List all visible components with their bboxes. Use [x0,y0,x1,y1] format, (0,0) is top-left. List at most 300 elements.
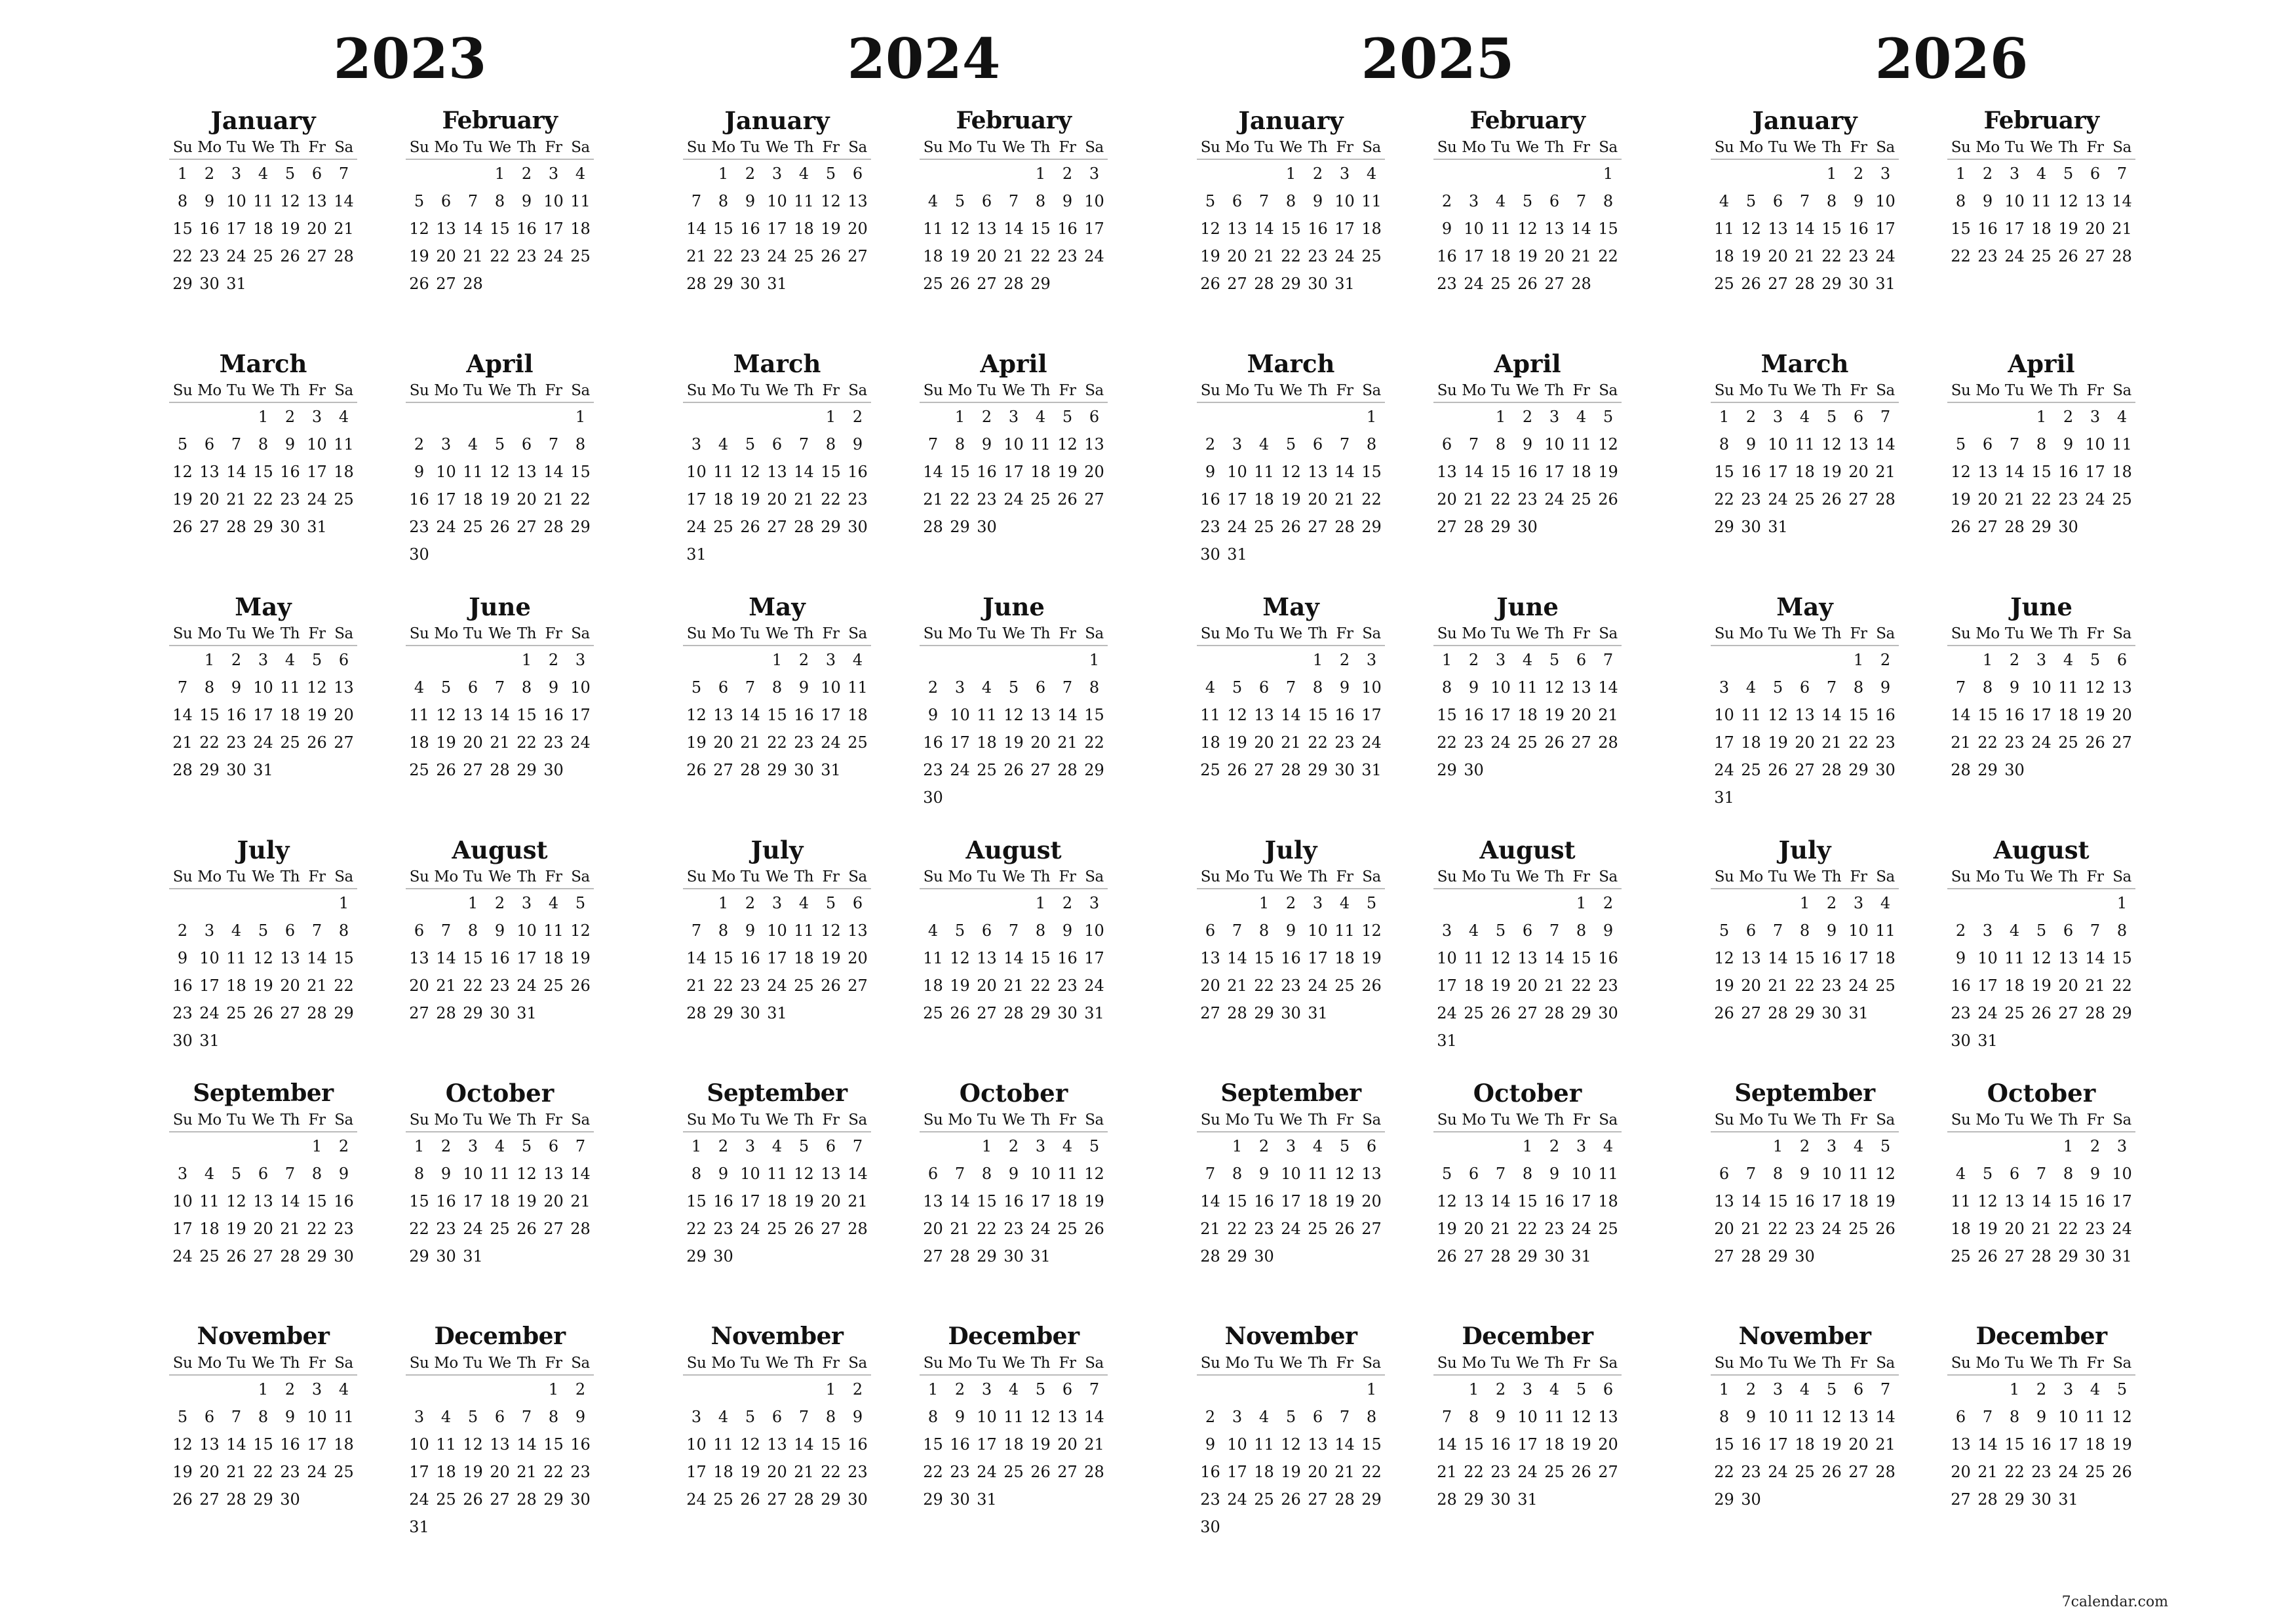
day-cell: 21 [1875,463,1896,481]
day-cell: 26 [2112,1463,2132,1481]
day-cell: 8 [1468,1408,1479,1426]
weekday-label: Tu [1490,1112,1511,1129]
day-cell: 4 [1880,894,1891,912]
day-cell: 6 [1603,1380,1614,1399]
day-cell: 10 [570,678,591,697]
week-row [1433,270,1622,298]
day-cell: 23 [1821,976,1842,995]
day-cell: 18 [794,949,814,967]
weekday-label: Su [1200,382,1220,399]
day-cell: 21 [847,1192,868,1210]
day-cell: 14 [1875,435,1896,454]
day-cell: 24 [543,247,564,265]
day-cell: 29 [1464,1490,1484,1509]
day-cell: 17 [767,949,787,967]
weekday-label: Mo [197,382,222,399]
day-cell: 28 [1084,1463,1104,1481]
day-cell: 30 [1598,1004,1618,1022]
day-cell: 10 [1571,1165,1591,1183]
week-row [1947,944,2135,972]
day-cell: 20 [253,1220,273,1238]
weekday-label: Su [409,625,429,642]
weekday-label: Fr [1572,1355,1590,1372]
month-december [1947,1321,2135,1513]
day-cell: 19 [253,976,273,995]
day-cell: 27 [2058,1004,2078,1022]
day-cell: 21 [1741,1220,1761,1238]
day-cell: 6 [1745,921,1757,940]
weekday-label: Su [409,1112,429,1129]
day-cell: 20 [1848,463,1869,481]
week-row [1433,431,1622,458]
day-cell: 24 [1544,490,1565,509]
day-cell: 18 [1200,733,1220,752]
day-cell: 29 [1714,518,1734,536]
day-cell: 8 [494,192,505,210]
day-cell: 11 [923,220,943,238]
day-cell: 13 [516,463,537,481]
day-cell: 18 [280,706,300,724]
day-cell: 28 [1464,518,1484,536]
week-row [1711,1160,1899,1188]
day-cell: 19 [307,706,327,724]
day-cell: 19 [409,247,429,265]
weekday-label: Th [1308,625,1328,642]
month-june [1433,591,1622,784]
day-cell: 11 [794,921,814,940]
day-cell: 1 [927,1380,939,1399]
week-row [683,999,871,1027]
day-cell: 8 [204,678,215,697]
day-cell: 4 [927,921,939,940]
day-cell: 15 [1951,220,1971,238]
day-cell: 15 [767,706,787,724]
day-cell: 27 [977,1004,997,1022]
day-cell: 17 [2058,1435,2078,1454]
day-cell: 12 [1714,949,1734,967]
weekday-label: Sa [571,139,590,156]
day-cell: 9 [1982,192,1993,210]
day-cell: 11 [1598,1165,1618,1183]
day-cell: 23 [1848,247,1869,265]
day-cell: 14 [1200,1192,1220,1210]
month-name: November [710,1323,844,1350]
day-cell: 4 [927,192,939,210]
day-cell: 15 [1084,706,1104,724]
week-row [406,972,594,999]
day-cell: 3 [1232,435,1243,454]
day-cell: 30 [740,1004,760,1022]
day-cell: 25 [409,761,429,779]
month-name: December [1462,1323,1593,1350]
day-cell: 12 [1361,921,1382,940]
day-cell: 19 [821,220,841,238]
weekday-label: Tu [2004,868,2025,885]
weekday-label: Th [280,1355,300,1372]
week-row [406,1215,594,1243]
day-cell: 3 [440,435,452,454]
day-cell: 14 [1795,220,1815,238]
day-cell: 8 [2063,1165,2074,1183]
day-cell: 12 [1598,435,1618,454]
day-cell: 9 [1312,192,1323,210]
week-row [169,1160,357,1188]
day-cell: 15 [253,463,273,481]
month-june [1947,591,2135,784]
day-cell: 23 [1281,976,1301,995]
day-cell: 5 [1745,192,1757,210]
day-cell: 3 [954,678,965,697]
day-cell: 22 [1821,247,1842,265]
day-cell: 26 [280,247,300,265]
week-row [683,187,871,215]
day-cell: 1 [338,894,349,912]
day-cell: 13 [767,1435,787,1454]
day-cell: 23 [490,976,510,995]
day-cell: 26 [1227,761,1247,779]
day-cell: 23 [1598,976,1618,995]
day-cell: 26 [1200,275,1220,293]
month-may [683,591,871,784]
day-cell: 29 [1254,1004,1274,1022]
day-cell: 23 [280,1463,300,1481]
weekday-label: Mo [711,868,735,885]
day-cell: 14 [2112,192,2132,210]
day-cell: 24 [1490,733,1511,752]
day-cell: 30 [923,788,943,807]
month-august [1433,834,1622,1054]
day-cell: 24 [1977,1004,1998,1022]
day-cell: 2 [1549,1137,1560,1155]
day-cell: 6 [1522,921,1533,940]
day-cell: 1 [981,1137,992,1155]
week-row [1433,1027,1622,1054]
day-cell: 19 [1361,949,1382,967]
day-cell: 22 [253,490,273,509]
day-cell: 17 [1821,1192,1842,1210]
day-cell: 24 [2031,733,2052,752]
day-cell: 6 [204,435,215,454]
day-cell: 1 [718,894,729,912]
day-cell: 4 [204,1165,215,1183]
day-cell: 19 [1437,1220,1457,1238]
day-cell: 5 [494,435,505,454]
day-cell: 2 [177,921,188,940]
weekday-header [683,866,871,889]
weekday-header [406,623,594,646]
day-cell: 25 [1517,733,1538,752]
day-cell: 15 [516,706,537,724]
weekday-label: Mo [197,868,222,885]
day-cell: 6 [1549,192,1560,210]
weekday-label: Fr [545,1355,562,1372]
day-cell: 4 [771,1137,783,1155]
day-cell: 3 [1880,164,1891,183]
day-cell: 22 [1361,1463,1382,1481]
day-cell: 5 [1366,894,1377,912]
week-row [920,1376,1108,1403]
week-row [169,1215,357,1243]
day-cell: 16 [1951,976,1971,995]
day-cell: 16 [1200,1463,1220,1481]
day-cell: 24 [1227,1490,1247,1509]
weekday-header [683,136,871,160]
weekday-label: Mo [1739,1355,1763,1372]
day-cell: 1 [1468,1380,1479,1399]
day-cell: 30 [847,518,868,536]
month-april [406,348,594,568]
day-cell: 17 [1334,220,1355,238]
day-cell: 26 [1517,275,1538,293]
weekday-label: Th [1821,1355,1842,1372]
week-row [169,1027,357,1054]
day-cell: 31 [1517,1490,1538,1509]
day-cell: 19 [1057,463,1078,481]
day-cell: 23 [172,1004,193,1022]
day-cell: 7 [1799,192,1810,210]
weekday-label: Fr [545,1112,562,1129]
week-row [1711,1403,1899,1431]
day-cell: 15 [1821,220,1842,238]
day-cell: 9 [284,1408,296,1426]
week-row [683,889,871,917]
day-cell: 20 [977,247,997,265]
day-cell: 13 [543,1165,564,1183]
weekday-label: Su [172,868,193,885]
weekday-label: Fr [1572,139,1590,156]
day-cell: 12 [686,706,707,724]
day-cell: 4 [284,651,296,669]
day-cell: 11 [226,949,246,967]
week-row [406,889,594,917]
day-cell: 7 [1880,1380,1891,1399]
week-row [406,160,594,187]
day-cell: 23 [1254,1220,1274,1238]
weekday-label: We [488,625,511,642]
day-cell: 12 [1490,949,1511,967]
day-cell: 20 [2004,1220,2025,1238]
day-cell: 15 [2004,1435,2025,1454]
day-cell: 29 [1795,1004,1815,1022]
day-cell: 10 [463,1165,483,1183]
day-cell: 6 [1955,1408,1966,1426]
day-cell: 26 [570,976,591,995]
day-cell: 19 [1490,976,1511,995]
weekday-label: Sa [1876,139,1895,156]
day-cell: 6 [1205,921,1216,940]
week-row [169,889,357,917]
day-cell: 18 [2112,463,2132,481]
month-december [920,1321,1108,1513]
day-cell: 12 [1200,220,1220,238]
day-cell: 8 [1441,678,1452,697]
day-cell: 12 [1057,435,1078,454]
day-cell: 27 [1741,1004,1761,1022]
weekday-label: We [1516,139,1539,156]
day-cell: 18 [1795,463,1815,481]
day-cell: 14 [1057,706,1078,724]
day-cell: 15 [2112,949,2132,967]
day-cell: 25 [1795,490,1815,509]
weekday-label: Fr [1850,382,1867,399]
day-cell: 4 [718,1408,729,1426]
day-cell: 22 [516,733,537,752]
day-cell: 23 [1308,247,1328,265]
weekday-label: Th [1821,382,1842,399]
weekday-label: We [1279,139,1302,156]
weekday-label: Th [1030,1112,1051,1129]
day-cell: 10 [307,435,327,454]
day-cell: 3 [177,1165,188,1183]
day-cell: 7 [1982,1408,1993,1426]
day-cell: 1 [1495,408,1506,426]
day-cell: 9 [1745,435,1757,454]
weekday-label: Fr [822,625,840,642]
month-name: February [442,107,558,134]
day-cell: 22 [1768,1220,1788,1238]
weekday-label: We [488,1112,511,1129]
week-row [169,1486,357,1513]
day-cell: 4 [1745,678,1757,697]
weekday-label: Su [1951,1355,1971,1372]
day-cell: 1 [1522,1137,1533,1155]
day-cell: 24 [1768,490,1788,509]
month-february [1947,105,2135,270]
weekday-label: Tu [977,382,997,399]
weekday-label: Th [280,1112,300,1129]
day-cell: 11 [1951,1192,1971,1210]
week-row [1947,1188,2135,1215]
week-row [1947,1431,2135,1458]
weekday-label: Sa [1599,1112,1618,1129]
day-cell: 5 [825,894,836,912]
day-cell: 6 [258,1165,269,1183]
week-row [1711,215,1899,242]
day-cell: 6 [338,651,349,669]
day-cell: 26 [1057,490,1078,509]
day-cell: 22 [1714,1463,1734,1481]
day-cell: 16 [543,706,564,724]
day-cell: 22 [1464,1463,1484,1481]
weekday-label: Fr [1336,139,1353,156]
day-cell: 2 [2063,408,2074,426]
week-row [1433,889,1622,917]
day-cell: 5 [2090,651,2101,669]
week-row [169,917,357,944]
day-cell: 25 [2031,247,2052,265]
month-february [406,105,594,298]
day-cell: 10 [1437,949,1457,967]
day-cell: 12 [490,463,510,481]
day-cell: 10 [821,678,841,697]
day-cell: 10 [740,1165,760,1183]
week-row [1947,242,2135,270]
weekday-label: Th [1544,868,1565,885]
day-cell: 20 [1951,1463,1971,1481]
day-cell: 16 [1544,1192,1565,1210]
day-cell: 21 [740,733,760,752]
week-row [683,160,871,187]
day-cell: 5 [1232,678,1243,697]
day-cell: 11 [713,1435,733,1454]
day-cell: 31 [1768,518,1788,536]
day-cell: 1 [1719,1380,1730,1399]
day-cell: 5 [258,921,269,940]
day-cell: 8 [1576,921,1587,940]
day-cell: 17 [1437,976,1457,995]
week-row [1433,458,1622,486]
week-row [1197,403,1385,431]
day-cell: 13 [821,1165,841,1183]
month-name: April [466,349,534,378]
week-row [683,646,871,674]
week-row [1947,1027,2135,1054]
day-cell: 30 [280,1490,300,1509]
day-cell: 23 [1977,247,1998,265]
day-cell: 14 [334,192,354,210]
weekday-label: Fr [545,139,562,156]
week-row [169,1431,357,1458]
day-cell: 1 [1955,164,1966,183]
weekday-label: Fr [308,868,326,885]
day-cell: 25 [226,1004,246,1022]
day-cell: 19 [2058,220,2078,238]
day-cell: 23 [740,247,760,265]
day-cell: 23 [923,761,943,779]
day-cell: 7 [338,164,349,183]
day-cell: 14 [490,706,510,724]
day-cell: 12 [1227,706,1247,724]
weekday-label: Sa [1362,139,1381,156]
day-cell: 13 [767,463,787,481]
day-cell: 1 [494,164,505,183]
day-cell: 27 [199,518,220,536]
weekday-label: We [1516,868,1539,885]
day-cell: 15 [1714,463,1734,481]
day-cell: 10 [1003,435,1024,454]
weekday-label: Su [686,868,707,885]
month-name: February [1469,107,1586,134]
day-cell: 26 [1030,1463,1051,1481]
day-cell: 8 [2036,435,2047,454]
day-cell: 2 [494,894,505,912]
day-cell: 1 [825,1380,836,1399]
weekday-label: Tu [1254,625,1274,642]
day-cell: 4 [440,1408,452,1426]
day-cell: 18 [2058,706,2078,724]
day-cell: 30 [1281,1004,1301,1022]
day-cell: 16 [847,1435,868,1454]
week-row [1711,784,1899,811]
weekday-label: We [1002,382,1025,399]
day-cell: 23 [2004,733,2025,752]
weekday-label: Tu [740,1112,760,1129]
day-cell: 22 [253,1463,273,1481]
day-cell: 5 [954,921,965,940]
day-cell: 9 [1062,192,1073,210]
weekday-label: We [1279,1355,1302,1372]
day-cell: 6 [2090,164,2101,183]
weekday-label: We [488,1355,511,1372]
day-cell: 16 [740,949,760,967]
weekday-label: Tu [1768,382,1788,399]
day-cell: 22 [713,247,733,265]
day-cell: 29 [686,1247,707,1266]
day-cell: 5 [1495,921,1506,940]
day-cell: 12 [172,1435,193,1454]
day-cell: 25 [280,733,300,752]
day-cell: 2 [338,1137,349,1155]
